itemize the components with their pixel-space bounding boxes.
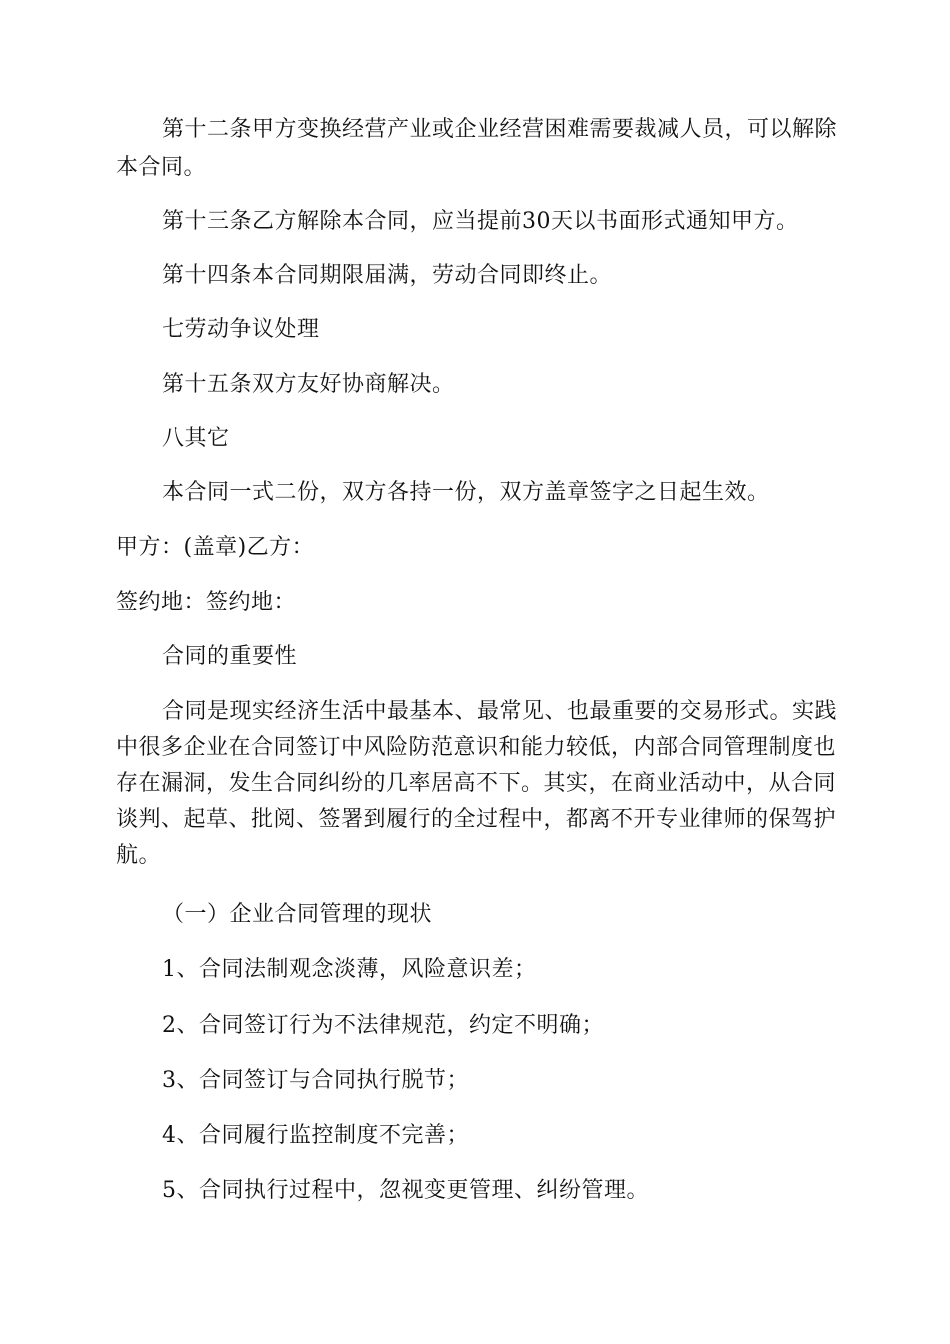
importance-paragraph-line-1: 合同是现实经济生活中最基本、最常见、也最重要的交易形式。实践 (162, 699, 838, 724)
status-heading: （一）企业合同管理的现状 (162, 902, 433, 927)
clause-13: 第十三条乙方解除本合同，应当提前30天以书面形式通知甲方。 (162, 209, 799, 234)
signing-place-line: 签约地：签约地： (116, 590, 297, 615)
list-item-1: 1、合同法制观念淡薄，风险意识差； (162, 957, 537, 982)
section-7-heading: 七劳动争议处理 (162, 317, 320, 342)
clause-12-line-1: 第十二条甲方变换经营产业或企业经营困难需要裁减人员，可以解除 (162, 117, 838, 142)
importance-paragraph-line-4: 谈判、起草、批阅、签署到履行的全过程中，都离不开专业律师的保驾护 (116, 807, 837, 832)
importance-paragraph-line-3: 存在漏洞，发生合同纠纷的几率居高不下。其实，在商业活动中，从合同 (116, 771, 837, 796)
clause-15: 第十五条双方友好协商解决。 (162, 372, 455, 397)
importance-heading: 合同的重要性 (162, 644, 298, 669)
clause-14: 第十四条本合同期限届满，劳动合同即终止。 (162, 263, 613, 288)
clause-12-line-2: 本合同。 (116, 155, 207, 180)
list-item-3: 3、合同签订与合同执行脱节； (162, 1068, 469, 1093)
contract-copies-clause: 本合同一式二份，双方各持一份，双方盖章签字之日起生效。 (162, 480, 770, 505)
section-8-heading: 八其它 (162, 426, 230, 451)
importance-paragraph-line-5: 航。 (116, 843, 162, 868)
list-item-5: 5、合同执行过程中，忽视变更管理、纠纷管理。 (162, 1178, 649, 1203)
list-item-2: 2、合同签订行为不法律规范，约定不明确； (162, 1013, 604, 1038)
signature-party-line: 甲方：(盖章)乙方： (116, 535, 315, 560)
list-item-4: 4、合同履行监控制度不完善； (162, 1123, 469, 1148)
importance-paragraph-line-2: 中很多企业在合同签订中风险防范意识和能力较低，内部合同管理制度也 (116, 735, 837, 760)
